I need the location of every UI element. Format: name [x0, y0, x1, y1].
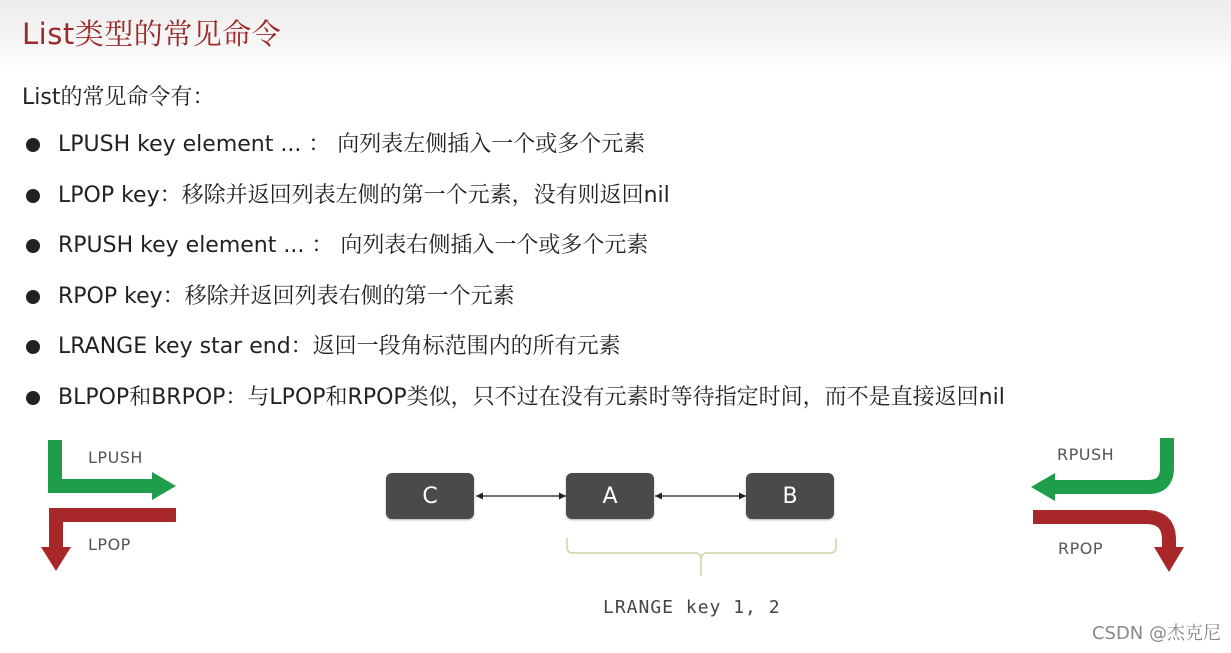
- link-c-a-left-head-icon: [476, 493, 483, 500]
- list-node-c: C: [386, 473, 474, 519]
- rpop-label: RPOP: [1058, 539, 1104, 558]
- lpush-arrowhead-icon: [152, 472, 176, 500]
- command-text: RPOP key：移除并返回列表右侧的第一个元素: [58, 283, 515, 309]
- lpush-label: LPUSH: [88, 448, 143, 467]
- list-node-b: B: [746, 473, 834, 519]
- lpop-label: LPOP: [88, 535, 131, 554]
- rpop-arrowhead-icon: [1154, 547, 1184, 572]
- link-a-b-left-head-icon: [655, 493, 662, 500]
- page-title: List类型的常见命令: [22, 17, 282, 51]
- command-text: RPUSH key element ... ： 向列表右侧插入一个或多个元素: [58, 233, 649, 258]
- command-text: LPOP key：移除并返回列表左侧的第一个元素，没有则返回nil: [58, 182, 670, 208]
- range-label: LRANGE key 1, 2: [603, 597, 781, 618]
- link-c-a-right-head-icon: [559, 493, 566, 500]
- command-text: BLPOP和BRPOP：与LPOP和RPOP类似，只不过在没有元素时等待指定时间，而不是直接返回nil: [58, 384, 1005, 410]
- list-node-a: A: [566, 473, 654, 519]
- rpush-arrowhead-icon: [1031, 473, 1055, 501]
- command-text: LPUSH key element ... ： 向列表左侧插入一个或多个元素: [58, 132, 646, 157]
- intro-text: List的常见命令有：: [22, 85, 215, 110]
- range-brace-icon: [567, 538, 836, 576]
- rpush-label: RPUSH: [1057, 445, 1115, 464]
- command-text: LRANGE key star end：返回一段角标范围内的所有元素: [58, 334, 621, 359]
- lpop-arrowhead-icon: [41, 547, 71, 571]
- watermark: CSDN @杰克尼: [1091, 623, 1221, 644]
- link-a-b-right-head-icon: [739, 493, 746, 500]
